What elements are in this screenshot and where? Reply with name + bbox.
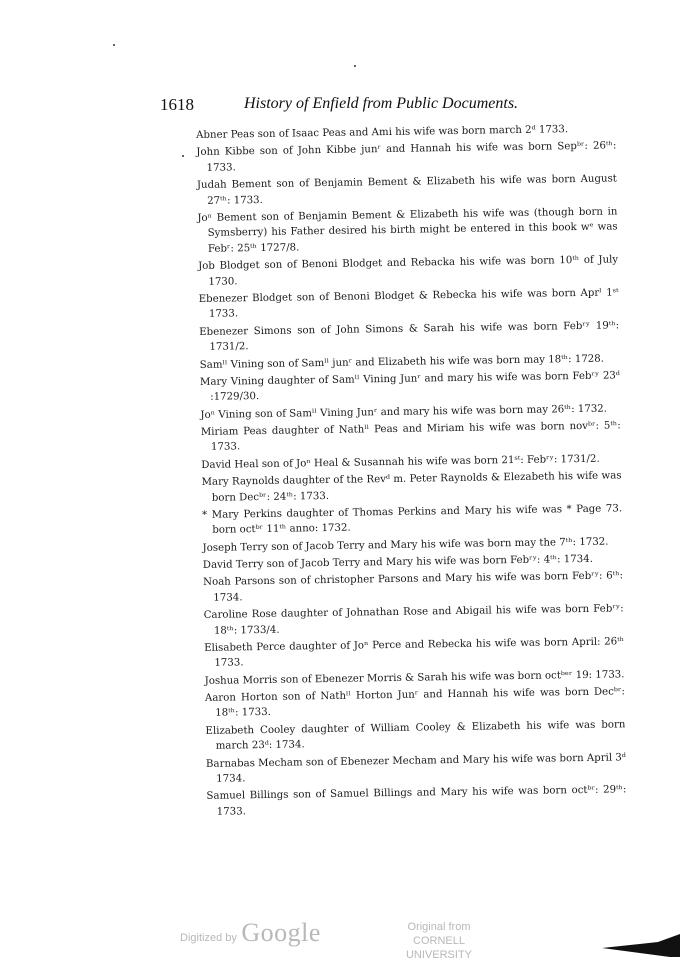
birth-record: Ebenezer Simons son of John Simons & Sarah his wife was born Febʳʸ 19ᵗʰ: 1731/2.	[199, 320, 620, 354]
page-number: 1618	[160, 95, 194, 114]
birth-record: David Terry son of Jacob Terry and Mary his wife was born Febʳʸ: 4ᵗʰ: 1734.	[202, 553, 593, 571]
original-from-label: Original from	[407, 921, 471, 933]
institution-name: CORNELL UNIVERSITY	[405, 935, 472, 961]
speck-mark	[354, 65, 356, 67]
birth-record: Miriam Peas daughter of Nathˡˡ Peas and Miriam his wife was born novᵇʳ: 5ᵗʰ: 1733.	[200, 420, 621, 454]
birth-record: Barnabas Mecham son of Ebenezer Mecham and Mary his wife was born April 3ᵈ 1734.	[205, 751, 627, 785]
birth-record: Elizabeth Cooley daughter of William Cooley & Elizabeth his wife was born march 23ᵈ: 1734.	[205, 719, 626, 753]
birth-record: Noah Parsons son of christopher Parsons and Mary his wife was born Febʳʸ: 6ᵗʰ: 1734.	[203, 570, 624, 604]
birth-record: Judah Bement son of Benjamin Bement & Elizabeth his wife was born August 27ᵗʰ: 1733.	[196, 173, 617, 207]
page-corner-shadow	[600, 920, 680, 957]
birth-record: Job Blodget son of Benoni Blodget and Rebacka his wife was born 10ᵗʰ of July 1730.	[198, 254, 619, 288]
birth-record: Elisabeth Perce daughter of Joⁿ Perce and Rebecka his wife was born April: 26ᵗʰ 1733.	[204, 636, 625, 670]
birth-record: David Heal son of Joⁿ Heal & Susannah his wife was born 21ˢᵗ: Febʳʸ: 1731/2.	[201, 453, 600, 471]
birth-record: Mary Vining daughter of Samˡˡ Vining Junʳ and mary his wife was born Febʳʸ 23ᵈ :1729/30.	[199, 370, 621, 404]
birth-record: Samuel Billings son of Samuel Billings and Mary his wife was born octᵇʳ: 29ᵗʰ: 1733.	[206, 784, 627, 818]
digitized-by-watermark	[180, 918, 321, 948]
birth-record: John Kibbe son of John Kibbe junʳ and Hannah his wife was born Sepᵇʳ: 26ᵗʰ: 1733.	[196, 140, 617, 174]
birth-record: Mary Raynolds daughter of the Revᵈ m. Peter Raynolds & Elezabeth his wife was born Decᵇʳ: 24ᵗʰ: 1733.	[201, 470, 622, 504]
birth-record: Joshua Morris son of Ebenezer Morris & Sarah his wife was born octᵇᵉʳ 19: 1733.	[204, 668, 625, 687]
running-title: History of Enfield from Public Documents.	[244, 95, 519, 112]
birth-record: Abner Peas son of Isaac Peas and Ami his wife was born march 2ᵈ 1733.	[196, 124, 569, 141]
birth-record: Joseph Terry son of Jacob Terry and Mary his wife was born may the 7ᵗʰ: 1732.	[202, 536, 609, 554]
birth-record: Ebenezer Blodget son of Benoni Blodget & Rebecka his wife was born Aprˡ 1ˢᵗ 1733.	[198, 287, 619, 321]
original-from-watermark	[384, 920, 494, 962]
digitized-label: Digitized by	[180, 932, 237, 944]
birth-record: Aaron Horton son of Nathˡˡ Horton Junʳ and Hannah his wife was born Decᵇʳ: 18ᵗʰ: 1733.	[204, 686, 625, 720]
speck-mark	[182, 155, 184, 157]
birth-record: Caroline Rose daughter of Johnathan Rose and Abigail his wife was born Febʳʸ: 18ᵗʰ: 1733/4.	[203, 603, 624, 637]
birth-record: Joⁿ Bement son of Benjamin Bement & Elizabeth his wife was (though born in Symsberry) his Father desired his birth might be entered in this book wᵉ was Febʳ: 25ᵗʰ 1727/8.	[197, 206, 618, 255]
birth-record: * Mary Perkins daughter of Thomas Perkins and Mary his wife was * Page 73. born octᵇʳ 11ᵗʰ anno: 1732.	[201, 503, 623, 537]
google-logo: Google	[241, 918, 321, 947]
speck-mark	[113, 44, 115, 46]
birth-record: Samˡˡ Vining son of Samˡˡ junʳ and Elizabeth his wife was born may 18ᵗʰ: 1728.	[199, 353, 605, 371]
birth-record: Joⁿ Vining son of Samˡˡ Vining Junʳ and mary his wife was born may 26ᵗʰ: 1732.	[200, 403, 608, 421]
birth-records-list	[196, 121, 627, 822]
